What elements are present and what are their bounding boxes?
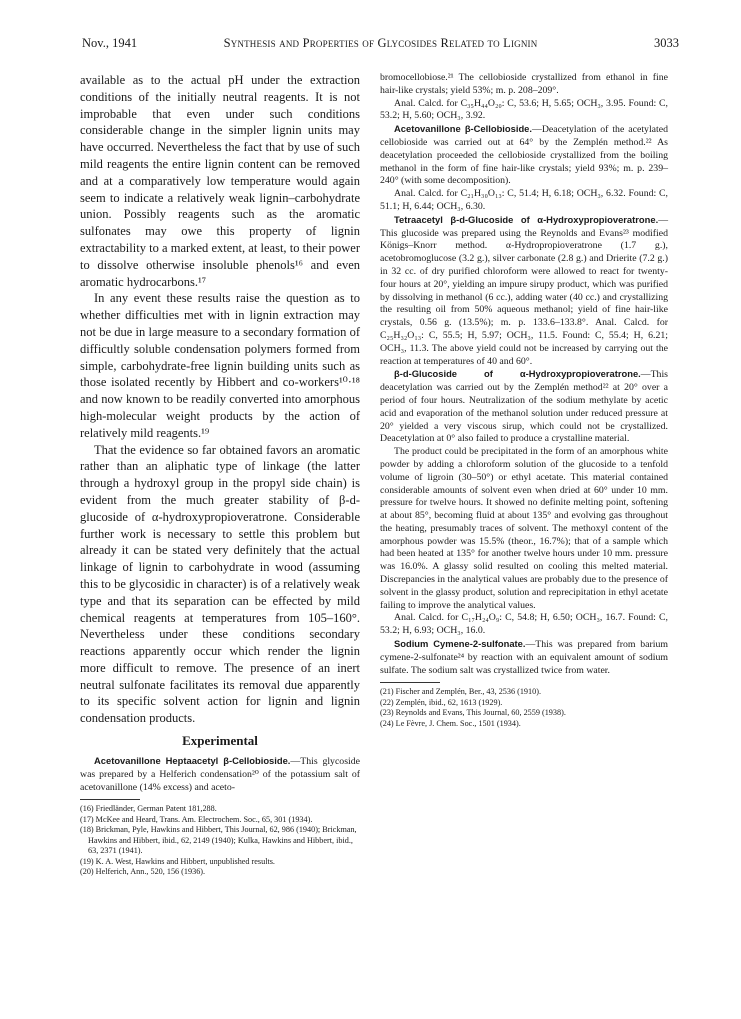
footnote-rule: [380, 682, 440, 683]
footnote: (19) K. A. West, Hawkins and Hibbert, unpublished results.: [80, 856, 275, 866]
right-column: [380, 72, 668, 729]
experimental-text: —This was prepared from barium cymene-2-sulfonate²⁴ by reaction with an equivalent amount of sodium sulfate. The sodium salt was crystallized twice from water.: [380, 639, 669, 676]
running-header: [82, 36, 679, 52]
experimental-run-in-title: Acetovanillone Heptaacetyl β-Cellobioside.: [94, 755, 291, 767]
experimental-text: —This glucoside was prepared using the Reynolds and Evans²³ modified Königs–Knorr method. α-Hydropropioveratrone (1.7 g.), acetobromoglucose (3.2 g.), silver carbonate (2.8 g.) and Drierite (7.2 g.) in 32 cc. of dry purified chloroform were allowed to react for twenty-four hours at 20°, yielding an impure sirupy product, which was purified by dissolving in methanol (6 cc.), adding water (40 cc.) and crystallizing the resulting oil from 50% aqueous methanol; yield of fine hair-like crystals, 0.56 g. (13.5%); m. p. 133.6–133.8°. Anal. Calcd. for C₂₅H₃₂O₁₃: C, 55.5; H, 5.97; OCH₃, 11.5. Found: C, 55.4; H, 6.21; OCH₃, 11.3. The above yield could not be increased by carrying out the reaction at temperatures of 40 and 60°.: [380, 214, 668, 367]
footnote: (23) Reynolds and Evans, This Journal, 60, 2559 (1938).: [380, 708, 566, 718]
body-paragraph: In any event these results raise the question as to whether difficulties met with in lignin extraction may not be due in large measure to a secondary formation of difficultly soluble condensation polymers formed from simple, carbohydrate-free lignin building units such as those isolated recently by Hibbert and co-workers¹⁰·¹⁸ and now known to be readily converted into amorphous high-molecular weight products by the action of relatively mild reagents.¹⁹: [80, 291, 360, 440]
experimental-run-in-title: β-d-Glucoside of α-Hydroxypropioveratrone.: [394, 368, 641, 380]
experimental-text: —This glycoside was prepared by a Helferich condensation²⁰ of the potassium salt of acetovanillone (14% excess) and aceto-: [80, 756, 360, 793]
body-paragraph: That the evidence so far obtained favors an aromatic rather than an aliphatic type of linkage (the latter through a hydroxyl group in the propyl side chain) is evident from the much greater stability of β-d-glucoside of α-hydroxypropioveratrone. Considerable further work is necessary to settle this problem but already it can be stated very definitely that the actual linkage of lignin to carbohydrate in wood (assuming this to be glycosidic in character) is of a relatively weak type and that its separation can be effected by mild chemical reagents at temperatures from 105–160°. Nevertheless under these conditions secondary reactions apparently occur which render the lignin more difficult to remove. The presence of an inert neutral sulfonate facilitates its removal due apparently to its specific solvent action for lignin and lignin condensation products.: [80, 442, 360, 726]
footnote: (20) Helferich, Ann., 520, 156 (1936).: [80, 866, 206, 876]
experimental-paragraph: bromocellobiose.²¹ The cellobioside crystallized from ethanol in fine hair-like crystals; yield 53%; m. p. 208–209°.: [380, 72, 668, 96]
header-page-number: 3033: [654, 36, 679, 50]
experimental-text: —Deacetylation of the acetylated cellobioside was carried out at 64° by the Zemplén method.²² As deacetylation proceeded the cellobioside crystallized from the boiling methanol in the form of fine hair-like crystals; yield 93%; m. p. 239–240° (with some decomposition).: [380, 124, 668, 187]
experimental-run-in-title: Acetovanillone β-Cellobioside.: [394, 123, 533, 135]
body-paragraph: available as to the actual pH under the extraction conditions of the initially neutral reagents. It is not improbable that even under such conditions considerable change in the simpler lignin units may have occurred. Nevertheless the fact that by use of such mild reagents the entire lignin content can be removed and at a comparatively low temperature would again seem to indicate a relatively weak lignin–carbohydrate union. Possibly reagents such as the aromatic sulfonates may owe this property of lignin extractability to a marked extent, at least, to their power to dissolve otherwise insoluble phenols¹⁶ and even aromatic hydrocarbons.¹⁷: [80, 73, 360, 289]
section-heading: Experimental: [182, 733, 258, 749]
footnote-rule: [80, 799, 140, 800]
experimental-paragraph: [80, 755, 360, 794]
footnote: (17) McKee and Heard, Trans. Am. Electrochem. Soc., 65, 301 (1934).: [80, 814, 313, 824]
experimental-run-in-title: Tetraacetyl β-d-Glucoside of α-Hydroxypropioveratrone.: [394, 213, 659, 225]
experimental-paragraph: [380, 123, 668, 188]
analysis-line: Anal. Calcd. for C₂₁H₃₀O₁₃: C, 51.4; H, 6.18; OCH₃, 6.32. Found: C, 51.1; H, 6.44; OCH₃, 6.30.: [380, 188, 668, 212]
left-column: [80, 72, 360, 877]
experimental-text: —This deacetylation was carried out by the Zemplén method²² at 20° over a period of four hours. Neutralization of the sodium methylate by acetic acid and evaporation of the methanol solution under reduced pressure at 20° yielded a very viscous sirup, which could not be crystallized. Deacetylation at 0° also failed to produce a crystalline material.: [380, 369, 668, 445]
footnote: (22) Zemplén, ibid., 62, 1613 (1929).: [380, 697, 503, 707]
experimental-paragraph: The product could be precipitated in the form of an amorphous white powder by adding a chloroform solution of the glucoside to a tenfold volume of ligroin (30–50°) or ethyl acetate. This material contained considerable amounts of solvent even when dried at 60° under 10 mm. pressure for twelve hours. It showed no definite melting point, softening at about 85°, becoming fluid at about 135° and evolving gas throughout the heating, presumably traces of solvent. The methoxyl content of the amorphous powder was 15.5% (theor., 16.7%); that of a sample which had been heated at 135° for another twelve hours under 10 mm. pressure was 16.0%. A glassy solid resulted on cooling this melted material. Discrepancies in the analytical values are probably due to the presence of solvent in the glassy product, solution and reprecipitation in ethyl acetate failing to improve the analytical values.: [380, 446, 668, 611]
footnote: (18) Brickman, Pyle, Hawkins and Hibbert, This Journal, 62, 986 (1940); Brickman, Hawkins and Hibbert, ibid., 62, 2149 (1940); Kulka, Hawkins and Hibbert, ibid., 63, 2371 (1941).: [80, 825, 357, 856]
experimental-run-in-title: Sodium Cymene-2-sulfonate.: [394, 638, 526, 650]
header-title: Synthesis and Properties of Glycosides Related to Lignin: [223, 36, 538, 50]
experimental-paragraph: [380, 214, 668, 369]
footnote: (21) Fischer and Zemplén, Ber., 43, 2536 (1910).: [380, 687, 541, 697]
footnote: (24) Le Fèvre, J. Chem. Soc., 1501 (1934).: [380, 718, 521, 728]
analysis-line: Anal. Calcd. for C₁₇H₂₄O₉: C, 54.8; H, 6.50; OCH₃, 16.7. Found: C, 53.2; H, 6.93; OCH₃, 16.0.: [380, 612, 668, 637]
experimental-paragraph: [380, 638, 668, 677]
experimental-paragraph: [380, 368, 668, 446]
header-date: Nov., 1941: [82, 36, 138, 50]
footnote: (16) Friedländer, German Patent 181,288.: [80, 804, 217, 814]
analysis-line: Anal. Calcd. for C₃₅H₄₄O₂₀: C, 53.6; H, 5.65; OCH₃, 3.95. Found: C, 53.2; H, 5.60; OCH₃, 3.92.: [380, 97, 668, 122]
